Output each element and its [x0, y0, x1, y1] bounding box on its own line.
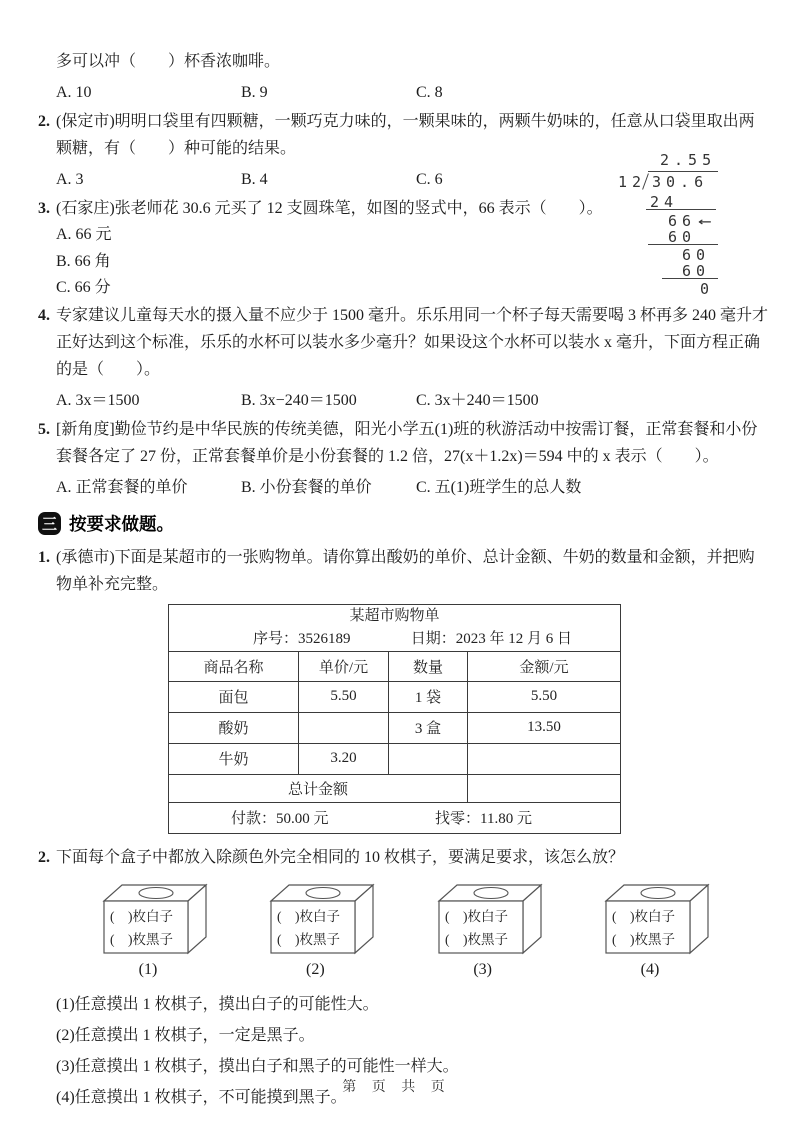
box-white-line: ( )枚白子: [277, 908, 341, 924]
box-label: (1): [138, 960, 158, 978]
option-a: A. 66 元: [56, 226, 112, 243]
table-row: [169, 743, 621, 774]
section3-question-2-text: 下面每个盒子中都放入除颜色外完全相同的 10 枚棋子，要满足要求，该怎么放？: [56, 848, 625, 866]
cell-amount: 5.50: [468, 681, 621, 712]
cell-quantity-blank: [389, 743, 468, 774]
question-5-text: [新角度]勤俭节约是中华民族的传统美德，阳光小学五(1)班的秋游活动中按需订餐，正常套餐和小份套餐各定了 27 份，正常套餐单价是小份套餐的 1.2 倍，27(x＋1.2x)＝594 中的 x 表示（ ）。: [56, 420, 758, 465]
box-3d-icon: [267, 879, 379, 959]
division-vinculum: [648, 171, 718, 172]
division-dividend: 30.6: [652, 173, 709, 191]
box-white-line: ( )枚白子: [110, 908, 173, 924]
division-step-66: 66: [668, 212, 697, 230]
receipt-table: [168, 604, 621, 834]
sub-question-3: (3)任意摸出 1 枚棋子，摸出白子和黑子的可能性一样大。: [56, 1057, 459, 1075]
cell-item-name: 牛奶: [169, 743, 299, 774]
box-white-line: ( )枚白子: [444, 908, 508, 924]
cell-quantity: 1 袋: [389, 681, 468, 712]
cell-amount-blank: [468, 743, 621, 774]
cell-quantity: 3 盒: [389, 712, 468, 743]
col-header-name: 商品名称: [169, 651, 299, 681]
receipt-header-row: [169, 651, 621, 681]
section3-question-1-number: 1.: [38, 548, 50, 566]
box-3d-icon: [100, 879, 212, 959]
sub-question-1: (1)任意摸出 1 枚棋子，摸出白子的可能性大。: [56, 995, 379, 1013]
option-b: B. 66 角: [56, 252, 111, 270]
section-three-title: 按要求做题。: [69, 513, 174, 534]
division-rule: [662, 278, 718, 279]
change-amount: 找零：11.80 元: [435, 811, 532, 827]
question-3-text: (石家庄)张老师花 30.6 元买了 12 支圆珠笔，如图的竖式中，66 表示（ ）。: [56, 200, 603, 217]
division-step: 24: [650, 193, 679, 211]
division-quotient: 2.55: [660, 151, 717, 169]
box-3d-icon: [602, 879, 714, 959]
cell-unit-price: 5.50: [299, 681, 389, 712]
option-c: C. 3x＋240＝1500: [416, 391, 539, 409]
question-2-text: (保定市)明明口袋里有四颗糖，一颗巧克力味的，一颗果味的，两颗牛奶味的，任意从口袋里取出两颗糖，有（ ）种可能的结果。: [56, 113, 755, 157]
box-label: (3): [473, 960, 492, 978]
section3-question-2: [38, 844, 769, 871]
receipt-payment-row: [169, 802, 621, 833]
chess-box-2: [267, 879, 379, 981]
division-rule: [646, 209, 716, 210]
cell-amount: 13.50: [468, 712, 621, 743]
sub-question-2: (2)任意摸出 1 枚棋子，一定是黑子。: [56, 1026, 315, 1044]
option-b: B. 9: [241, 84, 268, 101]
chess-boxes: [100, 879, 714, 981]
total-value-blank: [468, 774, 621, 802]
page-footer: 第 页 共 页: [342, 1080, 451, 1095]
sub-question-4: (4)任意摸出 1 枚棋子，不可能摸到黑子。: [56, 1088, 347, 1106]
box-black-line: ( )枚黑子: [277, 931, 341, 947]
division-step: 60: [668, 228, 697, 246]
question-1-options: [56, 79, 769, 106]
section-three-header: [38, 511, 769, 536]
box-black-line: ( )枚黑子: [444, 931, 508, 947]
question-4-number: 4.: [38, 306, 50, 324]
payment-amount: 付款：50.00 元: [231, 811, 329, 827]
option-a: A. 3x＝1500: [56, 391, 140, 409]
receipt-title: 某超市购物单: [349, 608, 440, 624]
box-black-line: ( )枚黑子: [611, 931, 675, 947]
option-a: A. 3: [56, 171, 84, 188]
option-c: C. 8: [416, 84, 443, 101]
option-c: C. 66 分: [56, 279, 111, 296]
cell-unit-price-blank: [299, 712, 389, 743]
chess-box-1: [100, 879, 212, 981]
box-black-line: ( )枚黑子: [110, 931, 173, 947]
question-2-number: 2.: [38, 113, 50, 130]
col-header-unit-price: 单价/元: [299, 651, 389, 681]
table-row: [169, 712, 621, 743]
question-3-number: 3.: [38, 200, 50, 217]
option-b: B. 小份套餐的单价: [241, 478, 372, 496]
section3-question-1: [38, 544, 769, 598]
option-b: B. 4: [241, 171, 268, 188]
question-5: [38, 416, 769, 470]
division-remainder: 0: [700, 280, 715, 298]
question-5-options: [56, 474, 769, 501]
section-three-badge-icon: 三: [38, 512, 61, 535]
option-a: A. 正常套餐的单价: [56, 478, 188, 496]
chess-box-4: [602, 879, 714, 981]
long-division-figure: [604, 150, 790, 298]
division-rule: [648, 244, 718, 245]
cell-item-name: 面包: [169, 681, 299, 712]
section3-question-2-number: 2.: [38, 848, 50, 866]
division-step: 60: [682, 262, 711, 280]
box-label: (2): [306, 960, 325, 978]
box-3d-icon: [435, 879, 547, 959]
cell-unit-price: 3.20: [299, 743, 389, 774]
option-c: C. 五(1)班学生的总人数: [416, 478, 582, 496]
option-b: B. 3x−240＝1500: [241, 391, 357, 409]
question-4-text: 专家建议儿童每天水的摄入量不应少于 1500 毫升。乐乐用同一个杯子每天需要喝 3 杯再多 240 毫升才正好达到这个标准，乐乐的水杯可以装水多少毫升？如果设这个水杯可以装水 x 毫升，下面方程正确的是（ ）。: [56, 306, 769, 378]
question-5-number: 5.: [38, 420, 50, 438]
option-a: A. 10: [56, 84, 92, 101]
cell-item-name: 酸奶: [169, 712, 299, 743]
division-step: 60: [682, 246, 711, 264]
option-c: C. 6: [416, 171, 443, 188]
receipt-serial: 序号：3526189: [253, 631, 351, 647]
total-label: 总计金额: [169, 774, 468, 802]
chess-box-3: [435, 879, 547, 981]
receipt-date: 日期：2023 年 12 月 6 日: [410, 631, 572, 647]
box-label: (4): [640, 960, 660, 978]
box-white-line: ( )枚白子: [611, 908, 675, 924]
col-header-amount: 金额/元: [468, 651, 621, 681]
question-1-tail-text: 多可以冲（ ）杯香浓咖啡。: [56, 53, 281, 70]
col-header-quantity: 数量: [389, 651, 468, 681]
division-divisor: 12: [618, 173, 647, 191]
question-4: [38, 302, 769, 383]
table-row: [169, 681, 621, 712]
arrow-left-icon: ←: [698, 212, 720, 230]
receipt-total-row: [169, 774, 621, 802]
receipt-head: [169, 604, 621, 651]
question-4-options: [56, 387, 769, 414]
section3-question-1-text: (承德市)下面是某超市的一张购物单。请你算出酸奶的单价、总计金额、牛奶的数量和金额，并把购物单补充完整。: [56, 548, 755, 593]
